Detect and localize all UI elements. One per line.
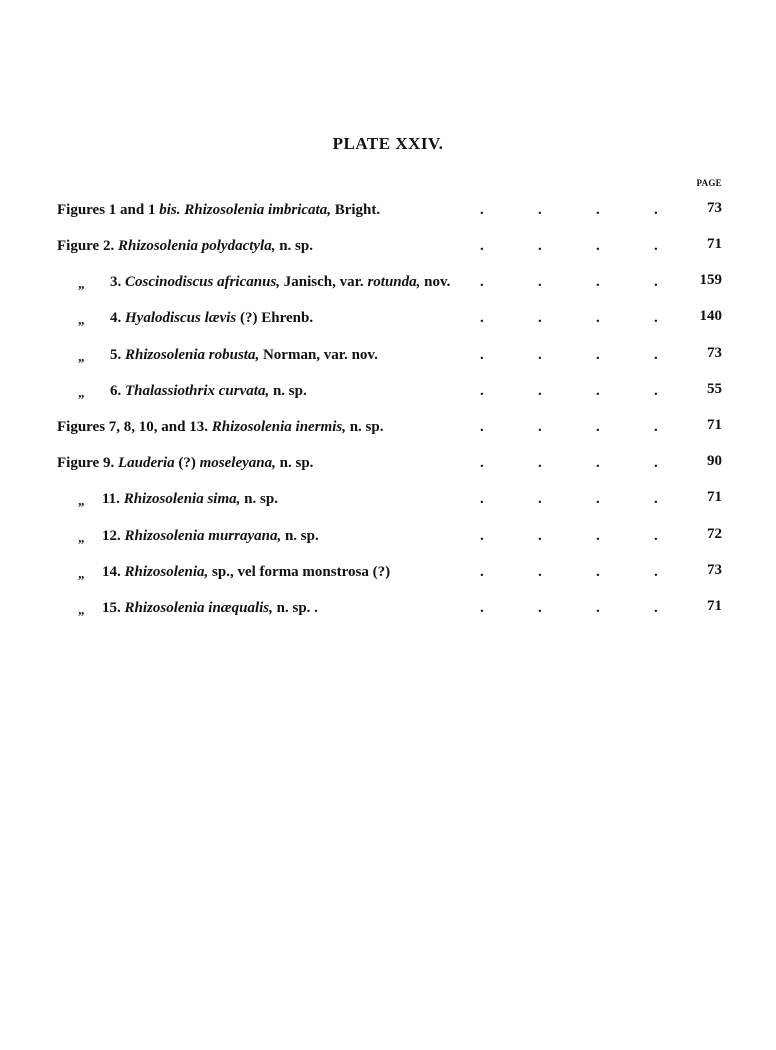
- leader-dot: .: [654, 419, 658, 435]
- entry-prefix: 4.: [110, 310, 125, 326]
- leader-dot: .: [480, 600, 484, 616]
- entry-prefix: 6.: [110, 383, 125, 399]
- entry-authority: Bright.: [330, 202, 381, 218]
- leader-dot: .: [538, 347, 542, 363]
- leader-dot: .: [480, 347, 484, 363]
- leader-dot: .: [596, 419, 600, 435]
- leader-dot: .: [596, 455, 600, 471]
- page-number: 140: [699, 308, 722, 324]
- entry-authority-tail: n. sp.: [275, 455, 314, 471]
- ditto-mark: „: [78, 530, 85, 545]
- leader-dot: .: [654, 202, 658, 218]
- page-number: 72: [707, 526, 722, 542]
- figure-entry: [0, 270, 776, 294]
- leader-dot: .: [480, 528, 484, 544]
- entry-text: [110, 343, 378, 367]
- leader-dot: .: [654, 528, 658, 544]
- species-name: Rhizosolenia sima,: [123, 491, 241, 507]
- entry-text: [102, 524, 319, 548]
- leader-dot: .: [538, 274, 542, 290]
- leader-dot: .: [538, 383, 542, 399]
- leader-dot: .: [480, 202, 484, 218]
- entry-authority: n. sp.: [281, 528, 319, 544]
- figure-entry: [0, 198, 776, 222]
- leader-dot: .: [538, 310, 542, 326]
- entry-authority: (?): [174, 455, 200, 471]
- leader-dot: .: [538, 202, 542, 218]
- entry-text: [110, 306, 313, 330]
- figure-entry: [0, 306, 776, 330]
- leader-dot: .: [538, 528, 542, 544]
- figure-entry: [0, 451, 776, 475]
- entry-text: [102, 487, 278, 511]
- entry-authority-tail: nov.: [420, 274, 451, 290]
- page-number: 73: [707, 345, 722, 361]
- entry-text: [57, 415, 383, 439]
- figure-entry: [0, 343, 776, 367]
- figure-entry: [0, 560, 776, 584]
- leader-dot: .: [654, 274, 658, 290]
- leader-dot: .: [654, 491, 658, 507]
- entry-authority: (?) Ehrenb.: [236, 310, 314, 326]
- page-number: 159: [699, 272, 722, 288]
- entry-text: [57, 451, 313, 475]
- entry-text: [110, 270, 450, 294]
- entry-prefix: 15.: [102, 600, 125, 616]
- leader-dot: .: [480, 310, 484, 326]
- leader-dot: .: [480, 274, 484, 290]
- leader-dot: .: [654, 238, 658, 254]
- ditto-mark: „: [78, 312, 85, 327]
- page-number: 73: [707, 562, 722, 578]
- species-name: Coscinodiscus africanus,: [125, 274, 281, 290]
- page-number: 71: [707, 236, 722, 252]
- leader-dot: .: [654, 383, 658, 399]
- entry-text: [102, 596, 318, 620]
- leader-dot: .: [596, 310, 600, 326]
- figure-entry: [0, 487, 776, 511]
- ditto-mark: „: [78, 566, 85, 581]
- species-name: Rhizosolenia polydactyla,: [117, 238, 276, 254]
- leader-dot: .: [538, 564, 542, 580]
- page-column-header: PAGE: [696, 178, 722, 188]
- entry-prefix: 14.: [102, 564, 125, 580]
- page-number: 90: [707, 453, 722, 469]
- ditto-mark: „: [78, 493, 85, 508]
- figure-entry: [0, 234, 776, 258]
- entry-authority: n. sp.: [345, 419, 384, 435]
- figure-entry: [0, 415, 776, 439]
- figure-entry: [0, 524, 776, 548]
- leader-dot: .: [654, 600, 658, 616]
- species-name: Rhizosolenia robusta,: [125, 347, 260, 363]
- leader-dot: .: [480, 455, 484, 471]
- leader-dot: .: [480, 564, 484, 580]
- entry-prefix: Figure 2.: [57, 238, 118, 254]
- entry-prefix: 12.: [102, 528, 125, 544]
- leader-dot: .: [538, 238, 542, 254]
- ditto-mark: „: [78, 385, 85, 400]
- figure-entry: [0, 596, 776, 620]
- species-name: Rhizosolenia imbricata,: [184, 202, 331, 218]
- page-number: 71: [707, 489, 722, 505]
- entry-text: [57, 198, 380, 222]
- leader-dot: .: [654, 347, 658, 363]
- leader-dot: .: [538, 600, 542, 616]
- leader-dot: .: [654, 564, 658, 580]
- leader-dot: .: [480, 419, 484, 435]
- page-number: 71: [707, 417, 722, 433]
- ditto-mark: „: [78, 349, 85, 364]
- entry-authority: n. sp.: [275, 238, 313, 254]
- ditto-mark: „: [78, 602, 85, 617]
- page-number: 73: [707, 200, 722, 216]
- entry-text: [110, 379, 307, 403]
- entry-text: [57, 234, 313, 258]
- leader-dot: .: [596, 528, 600, 544]
- leader-dot: .: [538, 455, 542, 471]
- entry-authority: Norman, var. nov.: [259, 347, 378, 363]
- species-name: Rhizosolenia inæqualis,: [124, 600, 273, 616]
- leader-dot: .: [596, 202, 600, 218]
- entry-prefix-italic: bis.: [159, 202, 181, 218]
- page-number: 71: [707, 598, 722, 614]
- entry-prefix: Figures 7, 8, 10, and 13.: [57, 419, 212, 435]
- species-name: Rhizosolenia murrayana,: [124, 528, 282, 544]
- entry-prefix: 3.: [110, 274, 125, 290]
- species-name: Thalassiothrix curvata,: [125, 383, 270, 399]
- leader-dot: .: [480, 238, 484, 254]
- entry-prefix: Figures 1 and 1: [57, 202, 160, 218]
- entry-text: [102, 560, 390, 584]
- species-name: Lauderia: [117, 455, 175, 471]
- page-number: 55: [707, 381, 722, 397]
- entry-prefix: 11.: [102, 491, 124, 507]
- entry-authority: n. sp.: [269, 383, 307, 399]
- entry-variety: rotunda,: [367, 274, 421, 290]
- leader-dot: .: [596, 600, 600, 616]
- leader-dot: .: [596, 491, 600, 507]
- leader-dot: .: [596, 347, 600, 363]
- entry-authority: n. sp.: [240, 491, 278, 507]
- species-name: Rhizosolenia,: [124, 564, 209, 580]
- species-name: Hyalodiscus lævis: [125, 310, 237, 326]
- leader-dot: .: [480, 491, 484, 507]
- entry-prefix: Figure 9.: [57, 455, 118, 471]
- plate-title: PLATE XXIV.: [332, 134, 444, 153]
- leader-dot: .: [596, 383, 600, 399]
- figure-entry: [0, 379, 776, 403]
- entry-authority: n. sp. .: [272, 600, 318, 616]
- leader-dot: .: [538, 419, 542, 435]
- leader-dot: .: [596, 564, 600, 580]
- leader-dot: .: [480, 383, 484, 399]
- ditto-mark: „: [78, 276, 85, 291]
- leader-dot: .: [596, 238, 600, 254]
- leader-dot: .: [654, 310, 658, 326]
- leader-dot: .: [654, 455, 658, 471]
- leader-dot: .: [538, 491, 542, 507]
- entry-authority: Janisch, var.: [280, 274, 368, 290]
- entry-authority: sp., vel forma monstrosa (?): [208, 564, 391, 580]
- species-name: Rhizosolenia inermis,: [211, 419, 346, 435]
- entry-prefix: 5.: [110, 347, 125, 363]
- leader-dot: .: [596, 274, 600, 290]
- entry-variety: moseleyana,: [199, 455, 276, 471]
